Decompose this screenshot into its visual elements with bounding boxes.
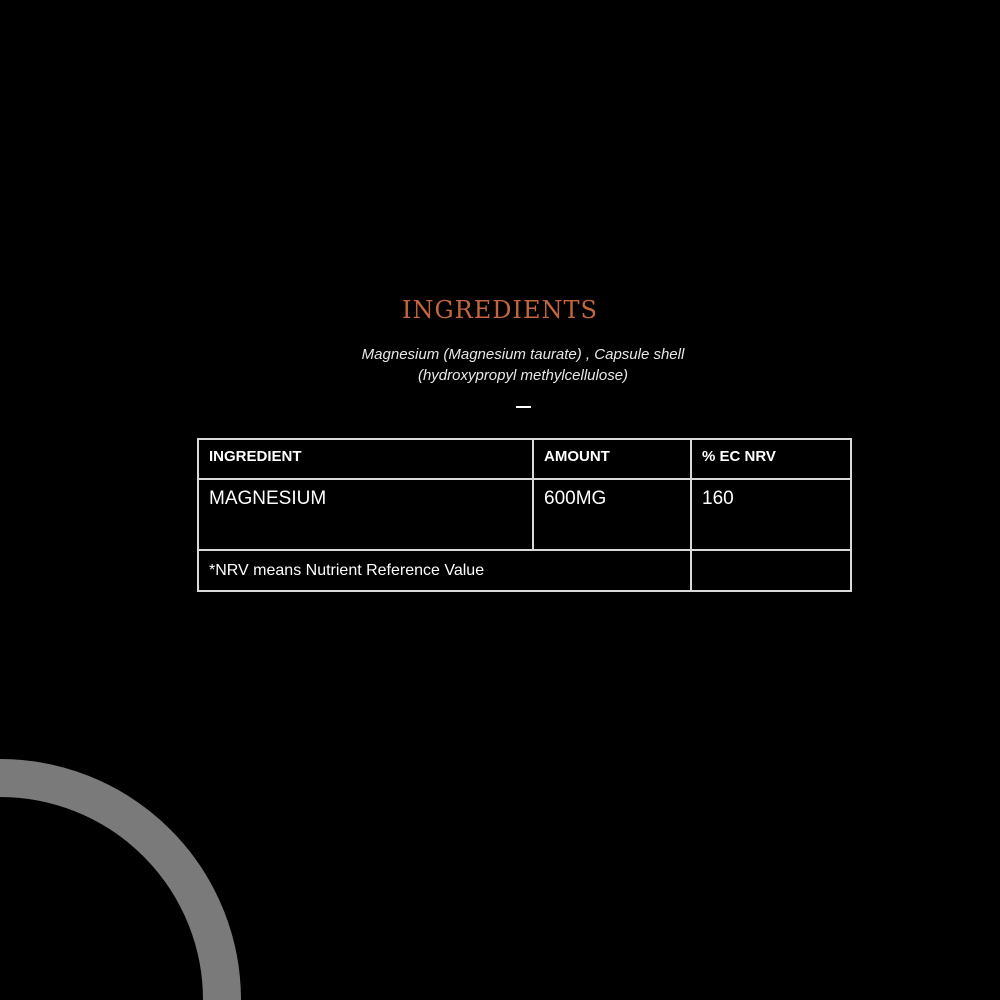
header-ingredient: INGREDIENT	[198, 439, 533, 479]
description-line-1: Magnesium (Magnesium taurate) , Capsule shell	[361, 346, 685, 363]
header-nrv: % EC NRV	[691, 439, 851, 479]
footnote-text: *NRV means Nutrient Reference Value	[198, 550, 691, 591]
cell-ingredient: MAGNESIUM	[198, 479, 533, 550]
cell-nrv: 160	[691, 479, 851, 550]
header-amount: AMOUNT	[533, 439, 691, 479]
cell-amount: 600MG	[533, 479, 691, 550]
section-title: INGREDIENTS	[402, 296, 598, 324]
description-line-2: (hydroxypropyl methylcellulose)	[417, 367, 629, 384]
